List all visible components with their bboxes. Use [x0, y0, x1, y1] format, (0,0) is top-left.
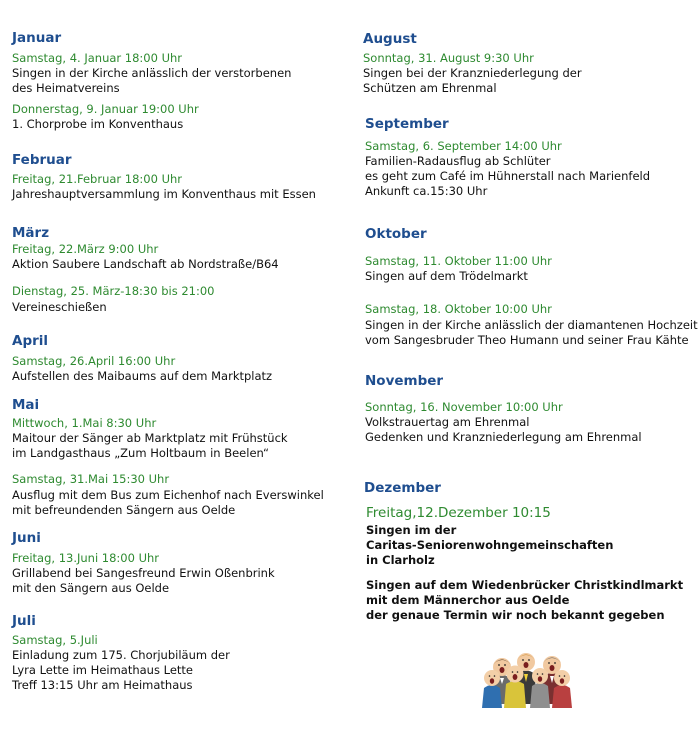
event-description: der genaue Termin wir noch bekannt gegeben: [366, 608, 665, 622]
month-heading-juli: Juli: [12, 613, 36, 629]
event-description: es geht zum Café im Hühnerstall nach Marienfeld: [365, 169, 651, 183]
event-description: in Clarholz: [366, 553, 435, 567]
event-description: vom Sangesbruder Theo Humann und seiner Frau Kähte: [365, 333, 689, 347]
event-description: mit den Sängern aus Oelde: [12, 581, 170, 595]
event-description: Lyra Lette im Heimathaus Lette: [12, 663, 193, 677]
event-description: Aktion Saubere Landschaft ab Nordstraße/B64: [12, 257, 279, 271]
event-date: Sonntag, 16. November 10:00 Uhr: [365, 400, 563, 414]
event-description: Einladung zum 175. Chorjubiläum der: [12, 648, 230, 662]
event-date: Freitag,12.Dezember 10:15: [366, 505, 551, 521]
month-heading-august: August: [363, 31, 417, 47]
event-date: Dienstag, 25. März-18:30 bis 21:00: [12, 284, 215, 298]
event-description: Singen in der Kirche anlässlich der verstorbenen: [12, 66, 292, 80]
event-description: Familien-Radausflug ab Schlüter: [365, 154, 551, 168]
month-heading-maerz: März: [12, 225, 50, 241]
event-date: Donnerstag, 9. Januar 19:00 Uhr: [12, 102, 199, 116]
event-description: Vereineschießen: [12, 300, 107, 314]
event-date: Samstag, 11. Oktober 11:00 Uhr: [365, 254, 552, 268]
event-date: Samstag, 4. Januar 18:00 Uhr: [12, 51, 183, 65]
event-description: im Landgasthaus „Zum Holtbaum in Beelen“: [12, 446, 269, 460]
month-heading-september: September: [365, 116, 449, 132]
event-description: mit befreundenden Sängern aus Oelde: [12, 503, 236, 517]
event-description: Volkstrauertag am Ehrenmal: [365, 415, 530, 429]
event-description: Jahreshauptversammlung im Konventhaus mit Essen: [12, 187, 316, 201]
event-date: Sonntag, 31. August 9:30 Uhr: [363, 51, 534, 65]
event-description: Aufstellen des Maibaums auf dem Marktplatz: [12, 369, 273, 383]
singing-choir-icon: [482, 634, 574, 708]
month-heading-november: November: [365, 373, 444, 389]
event-description: Grillabend bei Sangesfreund Erwin Oßenbrink: [12, 566, 275, 580]
month-heading-februar: Februar: [12, 152, 72, 168]
event-date: Freitag, 22.März 9:00 Uhr: [12, 242, 159, 256]
month-heading-april: April: [12, 333, 49, 349]
event-description: Schützen am Ehrenmal: [363, 81, 497, 95]
event-description: des Heimatvereins: [12, 81, 120, 95]
month-heading-oktober: Oktober: [365, 226, 427, 242]
event-description: mit dem Männerchor aus Oelde: [366, 593, 570, 607]
event-description: Singen im der: [366, 523, 457, 537]
event-description: Ankunft ca.15:30 Uhr: [365, 184, 488, 198]
event-date: Samstag, 5.Juli: [12, 633, 98, 647]
event-description: Singen bei der Kranzniederlegung der: [363, 66, 582, 80]
event-date: Freitag, 21.Februar 18:00 Uhr: [12, 172, 183, 186]
event-date: Samstag, 18. Oktober 10:00 Uhr: [365, 302, 552, 316]
event-description: Treff 13:15 Uhr am Heimathaus: [12, 678, 193, 692]
event-date: Samstag, 26.April 16:00 Uhr: [12, 354, 176, 368]
event-date: Samstag, 6. September 14:00 Uhr: [365, 139, 562, 153]
event-description: Singen auf dem Wiedenbrücker Christkindlmarkt: [366, 578, 684, 592]
month-heading-januar: Januar: [12, 30, 62, 46]
event-description: Singen auf dem Trödelmarkt: [365, 269, 528, 283]
month-heading-juni: Juni: [12, 530, 41, 546]
event-description: Caritas-Seniorenwohngemeinschaften: [366, 538, 614, 552]
event-description: Singen in der Kirche anlässlich der diamantenen Hochzeit: [365, 318, 698, 332]
month-heading-mai: Mai: [12, 397, 40, 413]
event-date: Mittwoch, 1.Mai 8:30 Uhr: [12, 416, 157, 430]
event-description: Maitour der Sänger ab Marktplatz mit Frühstück: [12, 431, 288, 445]
event-date: Freitag, 13.Juni 18:00 Uhr: [12, 551, 160, 565]
event-description: 1. Chorprobe im Konventhaus: [12, 117, 184, 131]
month-heading-dezember: Dezember: [364, 480, 441, 496]
event-date: Samstag, 31.Mai 15:30 Uhr: [12, 472, 170, 486]
event-description: Ausflug mit dem Bus zum Eichenhof nach Everswinkel: [12, 488, 324, 502]
event-description: Gedenken und Kranzniederlegung am Ehrenmal: [365, 430, 642, 444]
